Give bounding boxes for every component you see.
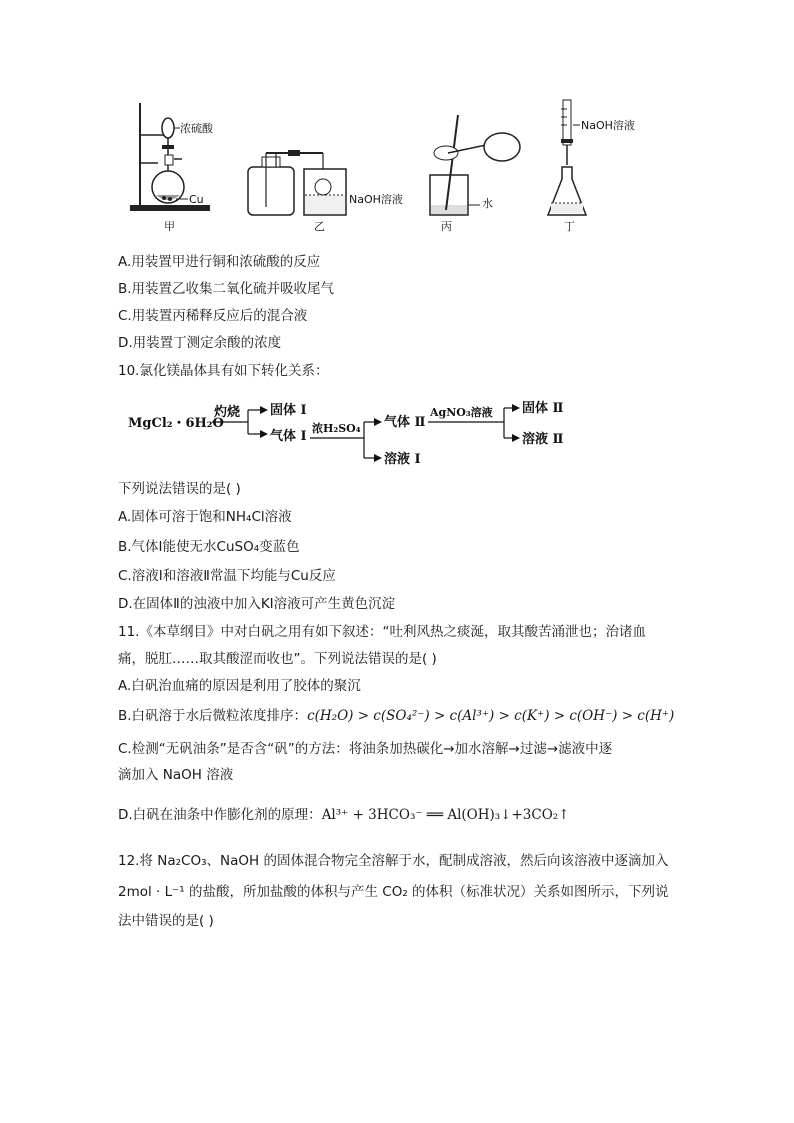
caption-jia: 甲 [164,220,175,233]
q11-stem-line1: 11.《本草纲目》中对白矾之用有如下叙述：“吐利风热之痰涎，取其酸苦涌泄也；治诸血 [118,624,646,640]
caption-ding: 丁 [564,220,575,233]
flow-step1: 灼烧 [214,405,241,420]
flow-step3: AgNO₃溶液 [430,406,493,419]
flow-solid2: 固体 Ⅱ [522,401,564,416]
q10-option-d: D.在固体Ⅱ的浊液中加入KI溶液可产生黄色沉淀 [118,596,396,612]
flow-gas2: 气体 Ⅱ [384,415,426,430]
q9-option-b: B.用装置乙收集二氧化硫并吸收尾气 [118,281,335,297]
q9-option-a: A.用装置甲进行铜和浓硫酸的反应 [118,254,321,270]
apparatus-ding [548,100,586,215]
flow-gas1: 气体 Ⅰ [270,429,307,444]
q10-stem: 10.氯化镁晶体具有如下转化关系： [118,363,329,379]
q12-line2: 2mol · L⁻¹ 的盐酸，所加盐酸的体积与产生 CO₂ 的体积（标准状况）关系如图所示，下列说 [118,884,669,900]
caption-yi: 乙 [314,220,325,233]
q11-option-b [118,706,674,726]
flow-solution1: 溶液 Ⅰ [384,452,421,467]
flow-step2: 浓H₂SO₄ [312,422,361,435]
q11-option-c-line2: 滴加入 NaOH 溶液 [118,767,234,783]
q9-option-d: D.用装置丁测定余酸的浓度 [118,335,282,351]
apparatus-figure [118,95,678,240]
flow-solid1: 固体 Ⅰ [270,403,307,418]
label-conc-h2so4: 浓硫酸 [180,122,213,135]
q12-line3: 法中错误的是( ) [118,913,214,929]
q9-option-c: C.用装置丙稀释反应后的混合液 [118,308,308,324]
q11-option-a: A.白矾治血痛的原因是利用了胶体的聚沉 [118,678,361,694]
q11-option-c-line1: C.检测“无矾油条”是否含“矾”的方法：将油条加热碳化→加水溶解→过滤→滤液中逐 [118,741,613,757]
label-naoh-yi: NaOH溶液 [349,193,403,206]
q10-question: 下列说法错误的是( ) [118,481,241,497]
q11-option-b-prefix: B.白矾溶于水后微粒浓度排序： [118,708,308,724]
q10-option-a: A.固体可溶于饱和NH₄Cl溶液 [118,509,292,525]
q11-option-d-formula: Al³⁺ + 3HCO₃⁻ ══ Al(OH)₃↓+3CO₂↑ [321,807,570,823]
q11-option-d [118,805,570,825]
q11-stem-line2: 痛，脱肛……取其酸涩而收也”。下列说法错误的是( ) [118,651,437,667]
q12-line1: 12.将 Na₂CO₃、NaOH 的固体混合物完全溶解于水，配制成溶液，然后向该溶液中逐滴加入 [118,853,669,869]
q10-option-b: B.气体Ⅰ能使无水CuSO₄变蓝色 [118,539,300,555]
q11-option-b-formula: c(H₂O) > c(SO₄²⁻) > c(Al³⁺) > c(K⁺) > c(OH⁻) > c(H⁺) [307,708,675,724]
label-water: 水 [482,197,493,210]
flow-solution2: 溶液 Ⅱ [522,432,564,447]
label-cu: Cu [189,193,204,206]
q10-flow-diagram [128,392,588,472]
caption-bing: 丙 [441,220,452,233]
flow-start: MgCl₂・6H₂O [128,416,224,431]
q11-option-d-prefix: D.白矾在油条中作膨化剂的原理： [118,807,322,823]
label-naoh-ding: NaOH溶液 [581,119,635,132]
q10-option-c: C.溶液Ⅰ和溶液Ⅱ常温下均能与Cu反应 [118,568,336,584]
apparatus-bing [430,115,520,215]
apparatus-yi [248,150,346,215]
